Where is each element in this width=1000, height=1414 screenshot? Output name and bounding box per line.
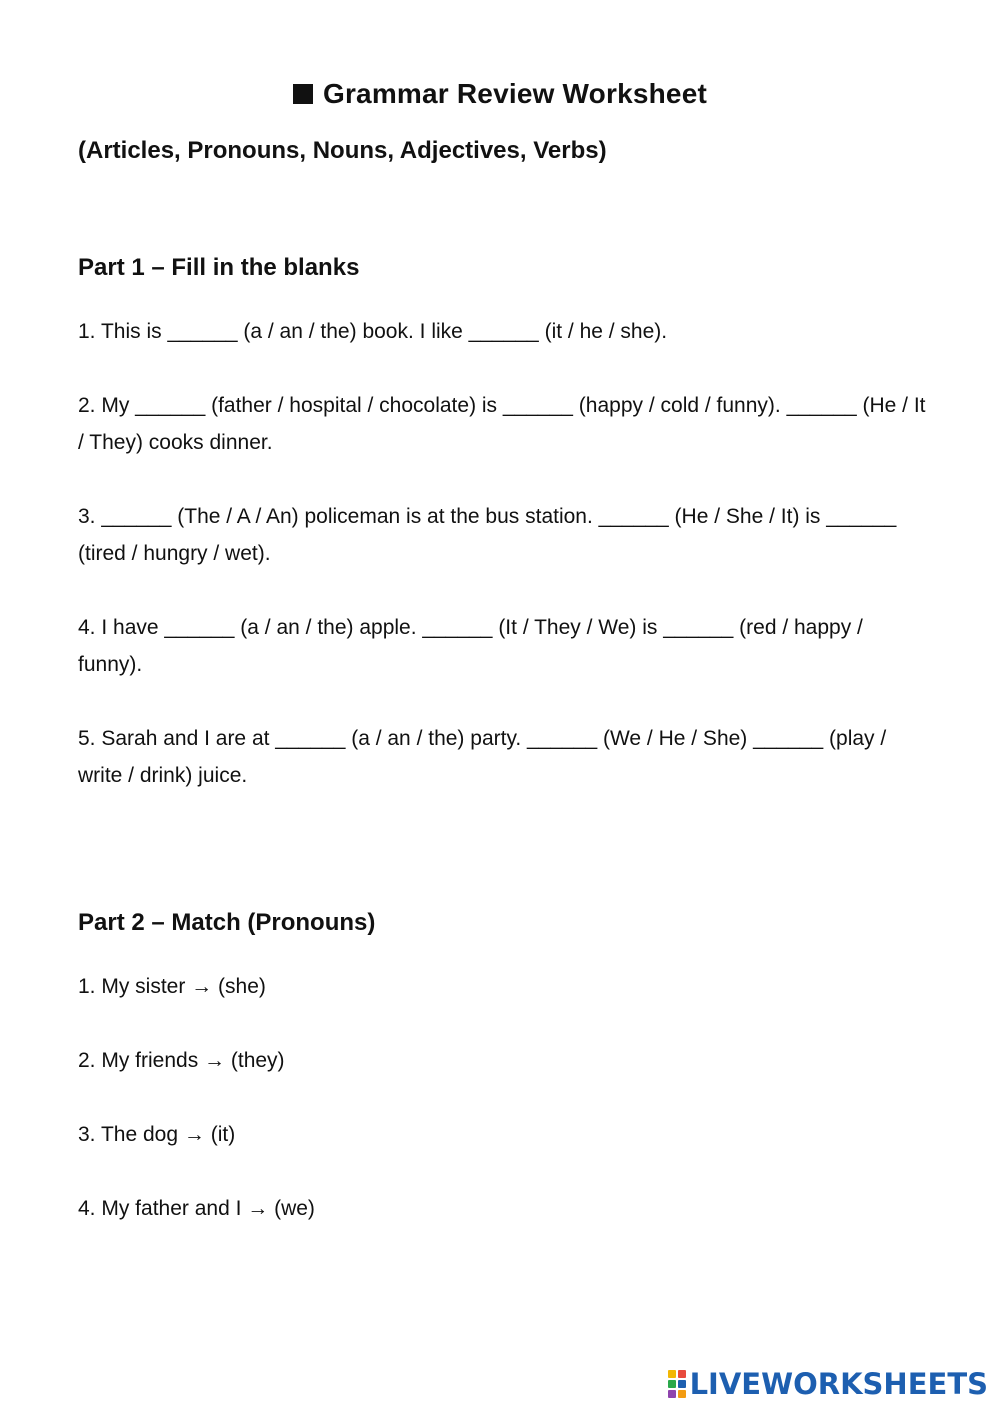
part2-item-4: 4. My father and I → (we) [78, 1197, 315, 1220]
worksheet-title [0, 78, 1000, 110]
logo-grid-icon [668, 1370, 686, 1398]
black-square-icon [293, 84, 313, 104]
logo-cell [678, 1380, 686, 1388]
part2-heading: Part 2 – Match (Pronouns) [78, 909, 376, 936]
logo-cell [668, 1380, 676, 1388]
liveworksheets-logo[interactable] [668, 1366, 988, 1402]
part1-item-4: 4. I have ______ (a / an / the) apple. ______ (It / They / We) is ______ (red / happy / funny). [78, 616, 863, 676]
logo-cell [668, 1390, 676, 1398]
part1-item-5: 5. Sarah and I are at ______ (a / an / the) party. ______ (We / He / She) ______ (play / write / drink) juice. [78, 727, 887, 787]
logo-text: LIVEWORKSHEETS [689, 1367, 988, 1401]
logo-cell [678, 1370, 686, 1378]
part1-item-2: 2. My ______ (father / hospital / chocolate) is ______ (happy / cold / funny). ______ (He / It / They) cooks dinner. [78, 394, 926, 454]
part2-item-1: 1. My sister → (she) [78, 975, 266, 998]
part1-heading: Part 1 – Fill in the blanks [78, 254, 360, 281]
logo-cell [668, 1370, 676, 1378]
part2-item-2: 2. My friends → (they) [78, 1049, 285, 1072]
worksheet-subtitle: (Articles, Pronouns, Nouns, Adjectives, Verbs) [78, 137, 607, 164]
part2-item-3: 3. The dog → (it) [78, 1123, 236, 1146]
part1-item-1: 1. This is ______ (a / an / the) book. I like ______ (it / he / she). [78, 320, 668, 343]
part1-item-3: 3. ______ (The / A / An) policeman is at the bus station. ______ (He / She / It) is ______ (tired / hungry / wet). [78, 505, 897, 565]
title-text: Grammar Review Worksheet [322, 78, 707, 109]
logo-cell [678, 1390, 686, 1398]
